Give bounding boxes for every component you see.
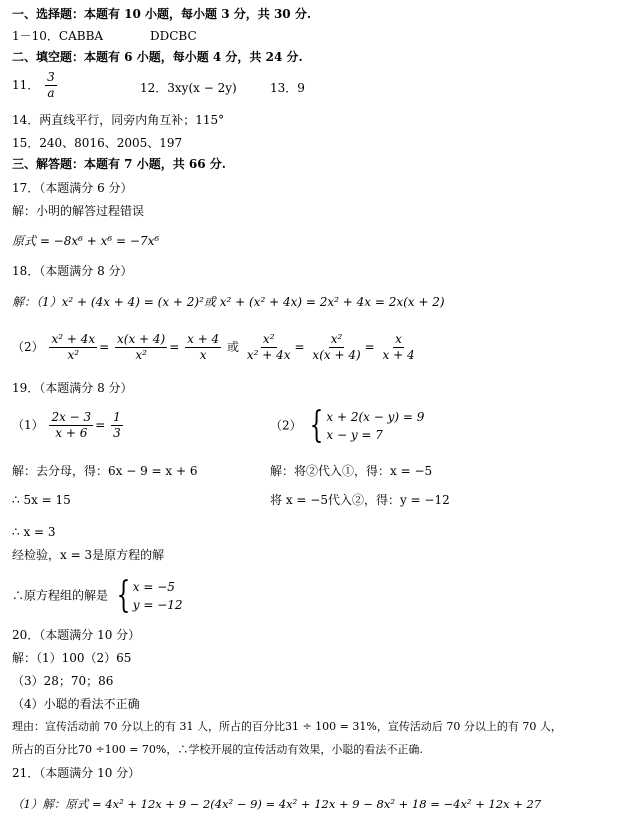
q18-part-2: （2） $\frac{\text{x² + 4x}}{\text{x²}}$ = $\frac{x(x + 4)}{\text{x²}}$ = $\frac{x + 4}{x}$ 或 $\frac{\text{x²}}{\text{x² + 4x}}$ = $\frac{\text{x²}}{x(x + 4)}$ = $\frac{x}{x + 4}$: [12, 332, 415, 362]
q19-sol2-result-label: ∴原方程组的解是: [12, 588, 109, 603]
q18-frac1-num: x² + 4x: [51, 332, 96, 346]
q19-rhs-den: 3: [113, 426, 121, 440]
q18-frac2-num: x(x + 4): [117, 332, 166, 346]
q20-line-2: （3）28；70；86: [12, 674, 114, 688]
q19-heading: 19．（本题满分 8 分）: [12, 381, 133, 395]
q18-part-1: 解：（1）x² + (4x + 4) = (x + 2)²或 x² + (x² + 4x) = 2x² + 4x = 2x(x + 2): [12, 295, 445, 309]
q12-answer: 12．3xy(x − 2y): [140, 81, 237, 95]
q18-heading: 18．（本题满分 8 分）: [12, 264, 133, 278]
q20-line-4: 理由：宣传活动前 70 分以上的有 31 人，所占的百分比31 ÷ 100 = 31%，宣传活动后 70 分以上的有 70 人，: [12, 720, 562, 733]
q19-eq-den: x + 6: [55, 426, 88, 440]
answers-1-5: 1－10．CABBA: [12, 29, 104, 43]
q18-frac2-den: x²: [135, 348, 147, 362]
q19-sol2-line-2: 将 x = −5代入②，得：y = −12: [270, 493, 450, 507]
brace-icon: {: [310, 405, 324, 446]
q18-or: 或: [227, 340, 240, 354]
q19-sol2-line-1: 解：将②代入①，得：x = −5: [270, 464, 433, 478]
q17-line-2: 原式 = −8x⁶ + x⁶ = −7x⁶: [12, 234, 160, 248]
q21-line-1: （1）解：原式 = 4x² + 12x + 9 − 2(4x² − 9) = 4x² + 12x + 9 − 8x² + 18 = −4x² + 12x + 27: [12, 797, 542, 811]
q18-frac5-den: x(x + 4): [312, 348, 361, 362]
q20-line-1: 解：（1）100（2）65: [12, 651, 132, 665]
q14-answer: 14．两直线平行，同旁内角互补；115°: [12, 113, 225, 127]
section-2-title: 二、填空题：本题有 6 小题，每小题 4 分，共 24 分.: [12, 50, 303, 64]
q15-answer: 15．240、8016、2005、197: [12, 136, 183, 150]
q19-sol2-result: [12, 575, 183, 616]
q19-part-1-label: （1）: [12, 418, 44, 432]
q18-frac5-num: x²: [330, 332, 343, 346]
q19-sol1-line-1: 解：去分母，得：6x − 9 = x + 6: [12, 464, 198, 478]
q20-line-5: 所占的百分比70 ÷100 = 70%，∴学校开展的宣传活动有效果，小聪的看法不正确.: [12, 743, 423, 756]
q19-part-1: （1） $\frac{2x - 3}{x + 6}$ = $\frac{1}{3}$: [12, 410, 121, 440]
q11-label: 11．: [12, 78, 40, 92]
q20-line-3: （4）小聪的看法不正确: [12, 697, 140, 711]
q19-system-eq-2: x − y = 7: [326, 428, 383, 442]
q18-part-2-label: （2）: [12, 340, 44, 354]
q18-frac1-den: x²: [67, 348, 80, 362]
q18-frac6-num: x: [395, 332, 402, 346]
q21-heading: 21．（本题满分 10 分）: [12, 766, 141, 780]
q19-sol1-line-4: 经检验，x = 3是原方程的解: [12, 548, 165, 562]
q18-frac3-den: x: [199, 348, 207, 362]
q19-sol1-line-2: ∴ 5x = 15: [12, 493, 71, 507]
q18-frac4-den: x² + 4x: [246, 348, 291, 362]
q18-frac4-num: x²: [262, 332, 275, 346]
q19-part-2: [270, 405, 425, 446]
q19-system-eq-1: x + 2(x − y) = 9: [326, 410, 425, 424]
brace-icon: {: [116, 575, 131, 616]
q19-rhs-num: 1: [113, 410, 121, 424]
q18-frac3-num: x + 4: [187, 332, 220, 346]
q13-answer: 13．9: [270, 81, 305, 95]
q19-eq-num: 2x − 3: [51, 410, 92, 424]
q17-heading: 17．（本题满分 6 分）: [12, 181, 133, 195]
section-3-title: 三、解答题：本题有 7 小题，共 66 分.: [12, 157, 226, 171]
q18-frac6-den: x + 4: [382, 348, 415, 362]
q11-numerator: 3: [47, 70, 55, 84]
q19-result-x: x = −5: [132, 580, 175, 594]
q11-answer: [12, 70, 59, 101]
q11-denominator: a: [47, 86, 55, 100]
answers-6-10: DDCBC: [150, 29, 197, 43]
section-1-title: 一、选择题：本题有 10 小题，每小题 3 分，共 30 分.: [12, 7, 311, 21]
q19-part-2-label: （2）: [270, 418, 302, 433]
q17-line-1: 解：小明的解答过程错误: [12, 204, 145, 218]
q19-sol1-line-3: ∴ x = 3: [12, 525, 56, 539]
q19-result-y: y = −12: [132, 598, 183, 612]
q20-heading: 20．（本题满分 10 分）: [12, 628, 141, 642]
